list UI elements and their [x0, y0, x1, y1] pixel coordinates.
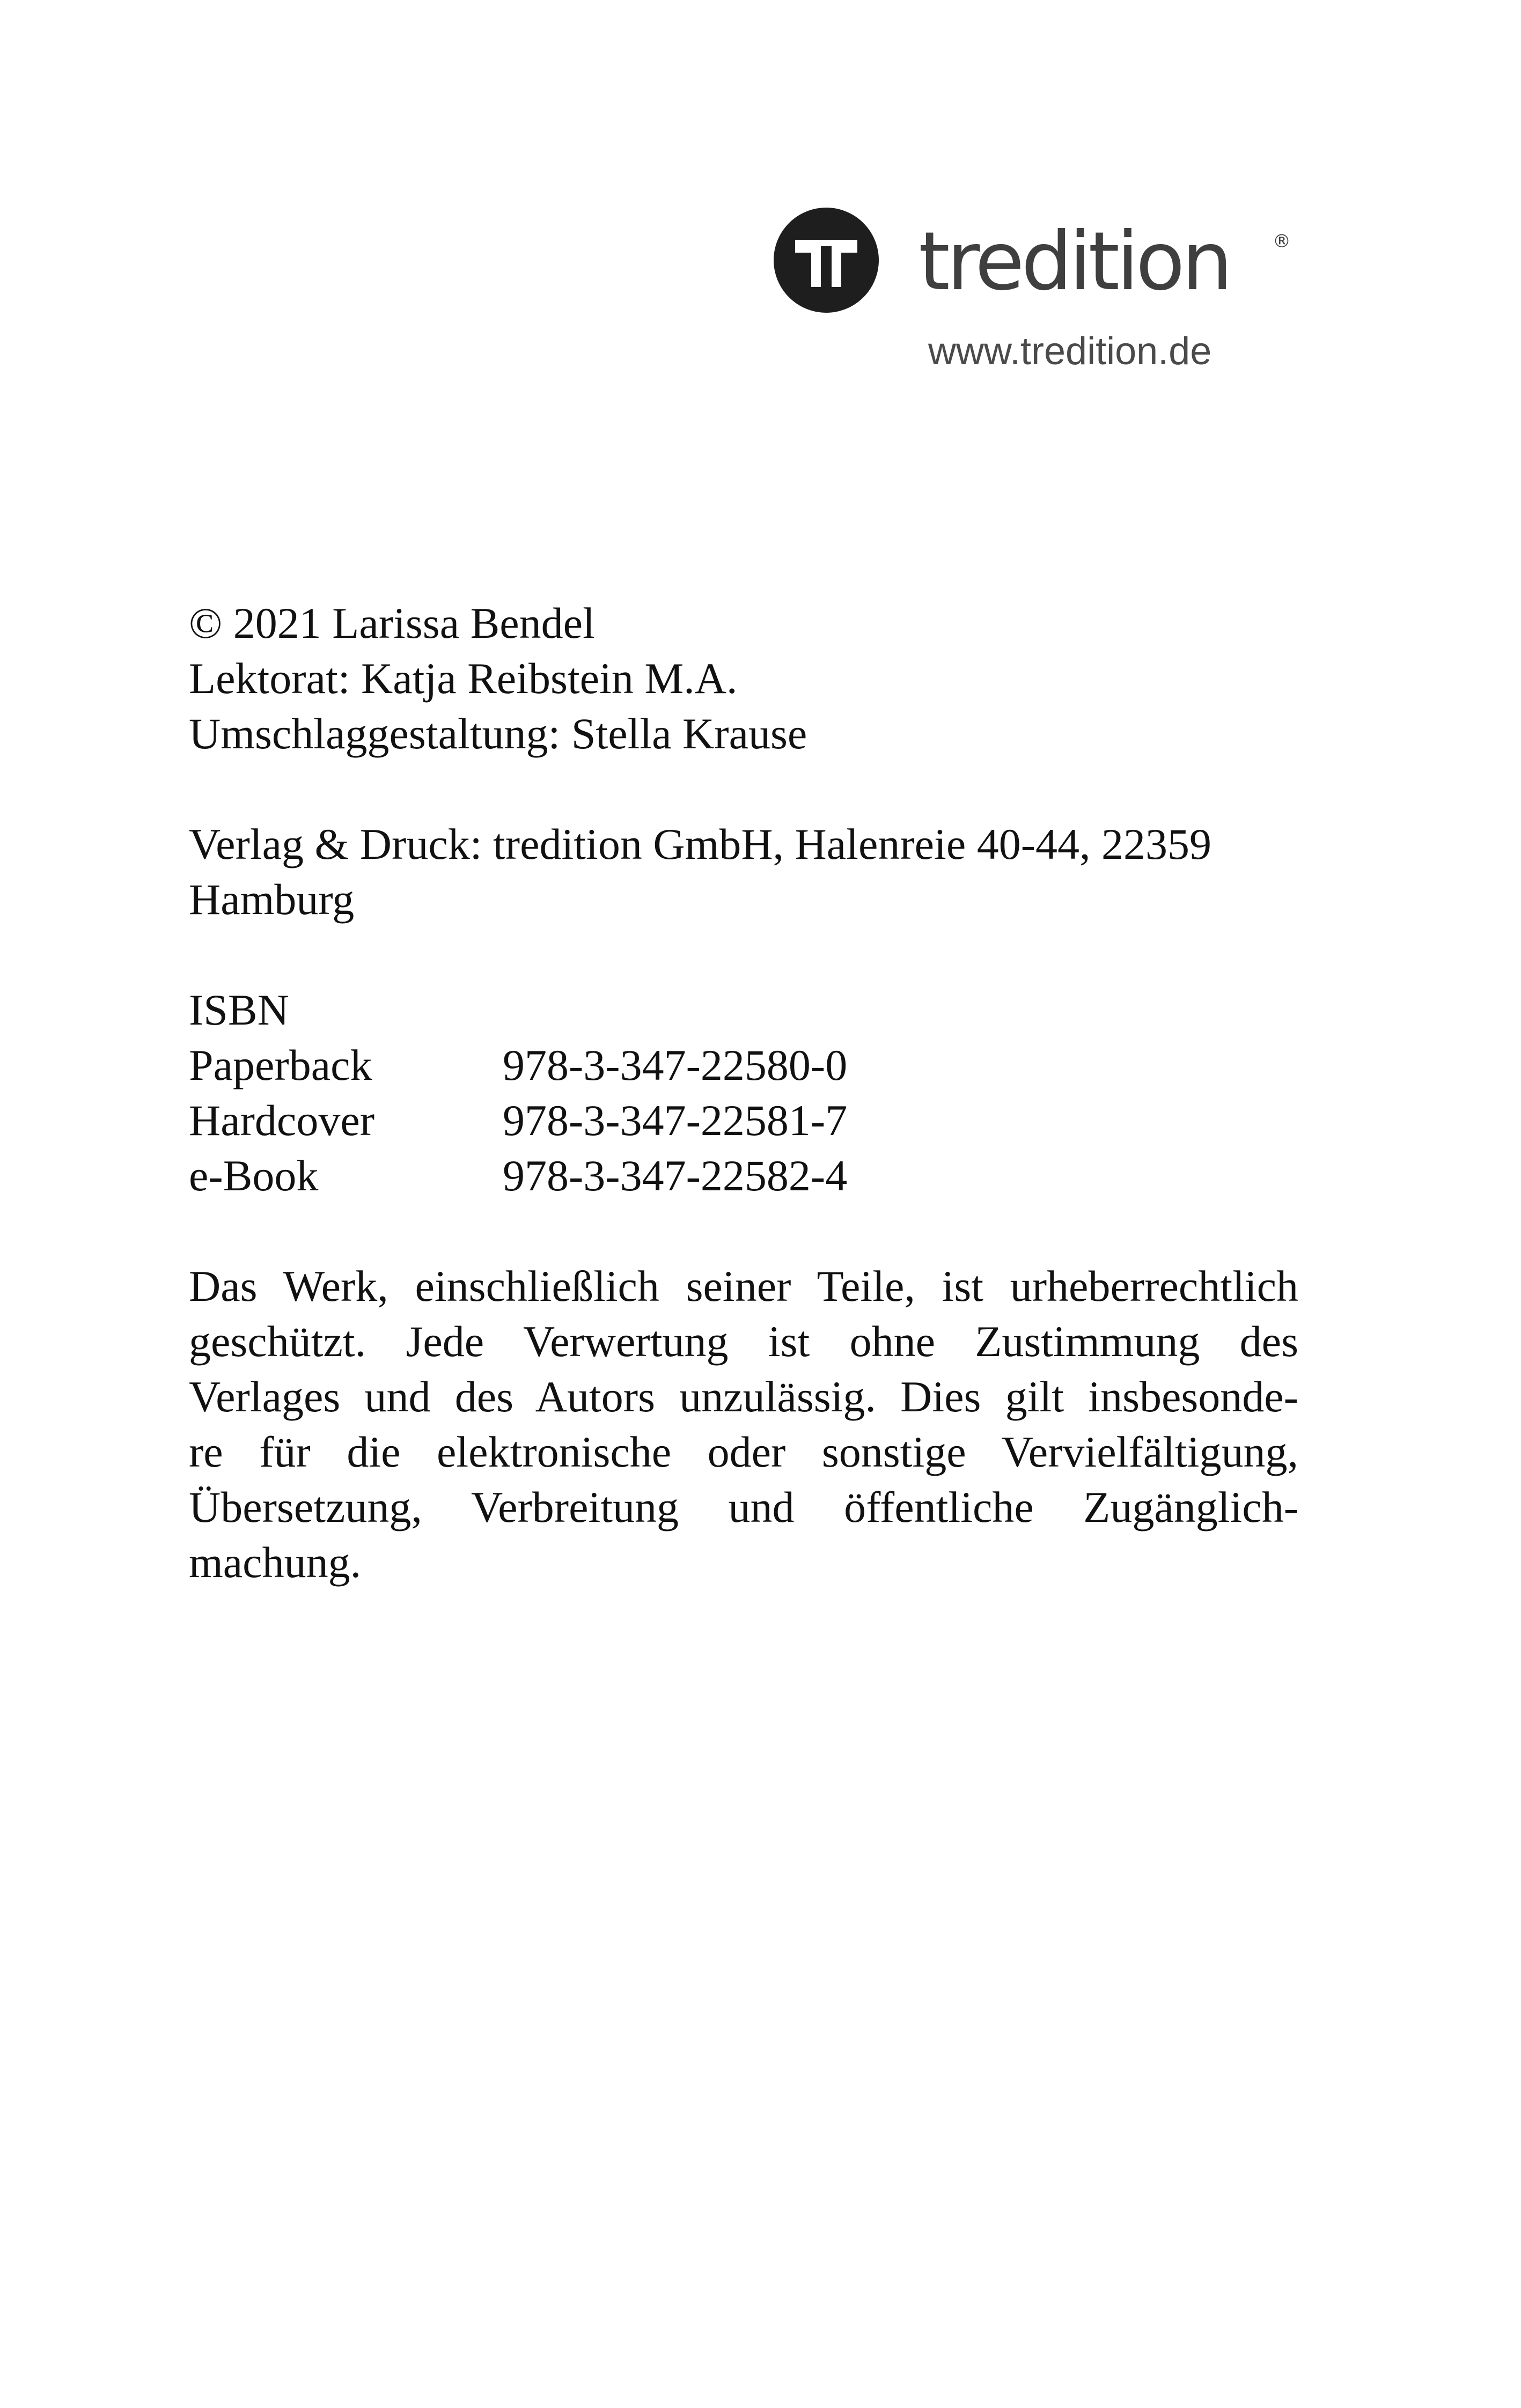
notice-line: Übersetzung, Verbreitung und öffentliche Zugänglich- — [189, 1483, 1298, 1531]
imprint-content — [189, 595, 1298, 1590]
isbn-number: 978-3-347-22582-4 — [503, 1151, 848, 1200]
isbn-number: 978-3-347-22581-7 — [503, 1096, 848, 1145]
editing-line: Lektorat: Katja Reibstein M.A. — [189, 654, 738, 703]
notice-line: machung. — [189, 1538, 362, 1587]
logo-wordmark: tredition — [919, 215, 1230, 308]
copyright-notice — [189, 1258, 1298, 1590]
tredition-logo — [773, 207, 1298, 384]
isbn-format-label: e-Book — [189, 1151, 319, 1200]
isbn-row-ebook — [189, 1148, 1298, 1203]
isbn-format-label: Paperback — [189, 1041, 372, 1089]
isbn-heading: ISBN — [189, 985, 289, 1034]
isbn-number: 978-3-347-22580-0 — [503, 1041, 848, 1089]
logo-url: www.tredition.de — [928, 330, 1212, 373]
spacer — [189, 927, 1298, 982]
registered-mark: ® — [1273, 231, 1291, 252]
tredition-logo-mark-icon — [773, 207, 880, 314]
isbn-block — [189, 982, 1298, 1203]
publisher-line-2: Hamburg — [189, 875, 355, 924]
credits-block — [189, 595, 1298, 761]
spacer — [189, 1203, 1298, 1258]
isbn-row-paperback — [189, 1037, 1298, 1093]
publisher-line-1: Verlag & Druck: tredition GmbH, Halenreie 40-44, 22359 — [189, 820, 1212, 868]
publisher-block — [189, 816, 1298, 927]
isbn-format-label: Hardcover — [189, 1096, 375, 1145]
notice-line: re für die elektronische oder sonstige Vervielfältigung, — [189, 1427, 1298, 1476]
isbn-row-hardcover — [189, 1093, 1298, 1148]
notice-line: Das Werk, einschließlich seiner Teile, ist urheberrechtlich — [189, 1262, 1298, 1310]
notice-line: Verlages und des Autors unzulässig. Dies gilt insbesonde- — [189, 1372, 1298, 1421]
cover-design-line: Umschlaggestaltung: Stella Krause — [189, 709, 807, 758]
spacer — [189, 761, 1298, 816]
notice-line: geschützt. Jede Verwertung ist ohne Zustimmung des — [189, 1317, 1298, 1366]
copyright-line: © 2021 Larissa Bendel — [189, 599, 595, 647]
